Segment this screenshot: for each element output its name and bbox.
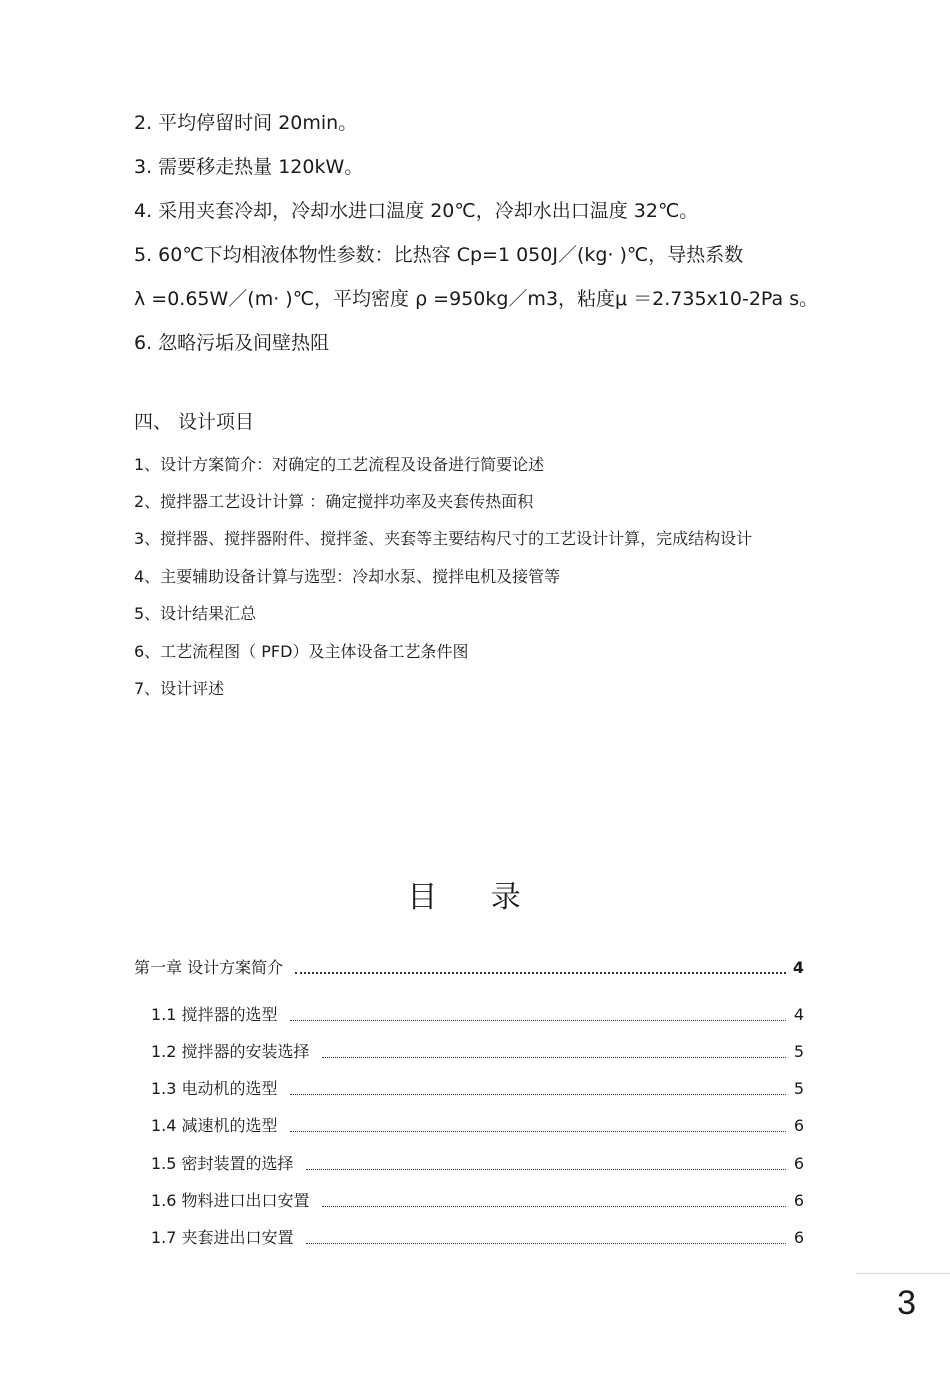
toc-entry[interactable] bbox=[151, 1113, 804, 1136]
toc-leader bbox=[322, 1206, 786, 1207]
design-item: 4、主要辅助设备计算与选型：冷却水泵、搅拌电机及接管等 bbox=[134, 567, 561, 586]
toc-leader bbox=[295, 972, 786, 974]
design-item: 3、搅拌器、搅拌器附件、搅拌釜、夹套等主要结构尺寸的工艺设计计算，完成结构设计 bbox=[134, 529, 753, 548]
condition-line: 2. 平均停留时间 20min。 bbox=[134, 112, 358, 134]
toc-label: 1.3 电动机的选型 bbox=[151, 1079, 278, 1098]
condition-line: λ =0.65W／(m· )℃，平均密度 ρ =950kg／m3，粘度μ ＝2.735x10-2Pa s。 bbox=[134, 288, 819, 310]
toc-leader bbox=[290, 1131, 786, 1132]
toc-leader bbox=[306, 1243, 786, 1244]
toc-page: 4 bbox=[793, 1005, 804, 1024]
toc-page: 5 bbox=[793, 1042, 804, 1061]
toc-page: 6 bbox=[793, 1116, 804, 1135]
toc-entry[interactable] bbox=[151, 1225, 804, 1248]
toc-entry[interactable] bbox=[151, 1002, 804, 1025]
toc-label: 1.1 搅拌器的选型 bbox=[151, 1005, 278, 1024]
toc-page: 5 bbox=[793, 1079, 804, 1098]
toc-page: 6 bbox=[793, 1191, 804, 1210]
toc-chapter-row[interactable] bbox=[134, 955, 804, 978]
toc-entry[interactable] bbox=[151, 1151, 804, 1174]
toc-title: 目 录 bbox=[407, 880, 543, 915]
design-item: 5、设计结果汇总 bbox=[134, 604, 257, 623]
toc-page: 4 bbox=[792, 958, 804, 977]
toc-label: 1.7 夹套进出口安置 bbox=[151, 1228, 294, 1247]
toc-label: 1.6 物料进口出口安置 bbox=[151, 1191, 310, 1210]
toc-label: 1.5 密封装置的选择 bbox=[151, 1154, 294, 1173]
toc-leader bbox=[290, 1020, 786, 1021]
design-item: 2、搅拌器工艺设计计算 ：确定搅拌功率及夹套传热面积 bbox=[134, 492, 534, 511]
design-item: 1、设计方案简介：对确定的工艺流程及设备进行简要论述 bbox=[134, 455, 545, 474]
condition-line: 6. 忽略污垢及间壁热阻 bbox=[134, 332, 330, 354]
footer-divider bbox=[856, 1273, 950, 1274]
toc-leader bbox=[290, 1094, 786, 1095]
condition-line: 3. 需要移走热量 120kW。 bbox=[134, 156, 364, 178]
toc-label: 1.2 搅拌器的安装选择 bbox=[151, 1042, 310, 1061]
condition-line: 5. 60℃下均相液体物性参数：比热容 Cp=1 050J／(kg· )℃，导热系数 bbox=[134, 244, 744, 266]
toc-leader bbox=[322, 1057, 786, 1058]
toc-page: 6 bbox=[793, 1154, 804, 1173]
toc-entry[interactable] bbox=[151, 1076, 804, 1099]
design-item: 7、设计评述 bbox=[134, 679, 225, 698]
toc-label: 第一章 设计方案简介 bbox=[134, 958, 284, 977]
condition-line: 4. 采用夹套冷却，冷却水进口温度 20℃，冷却水出口温度 32℃。 bbox=[134, 200, 699, 222]
toc-label: 1.4 减速机的选型 bbox=[151, 1116, 278, 1135]
toc-page: 6 bbox=[793, 1228, 804, 1247]
toc-entry[interactable] bbox=[151, 1039, 804, 1062]
page-number: 3 bbox=[897, 1284, 916, 1322]
design-item: 6、工艺流程图（ PFD）及主体设备工艺条件图 bbox=[134, 642, 469, 661]
toc-leader bbox=[306, 1169, 786, 1170]
section-heading: 四、 设计项目 bbox=[134, 411, 255, 433]
toc-entry[interactable] bbox=[151, 1188, 804, 1211]
